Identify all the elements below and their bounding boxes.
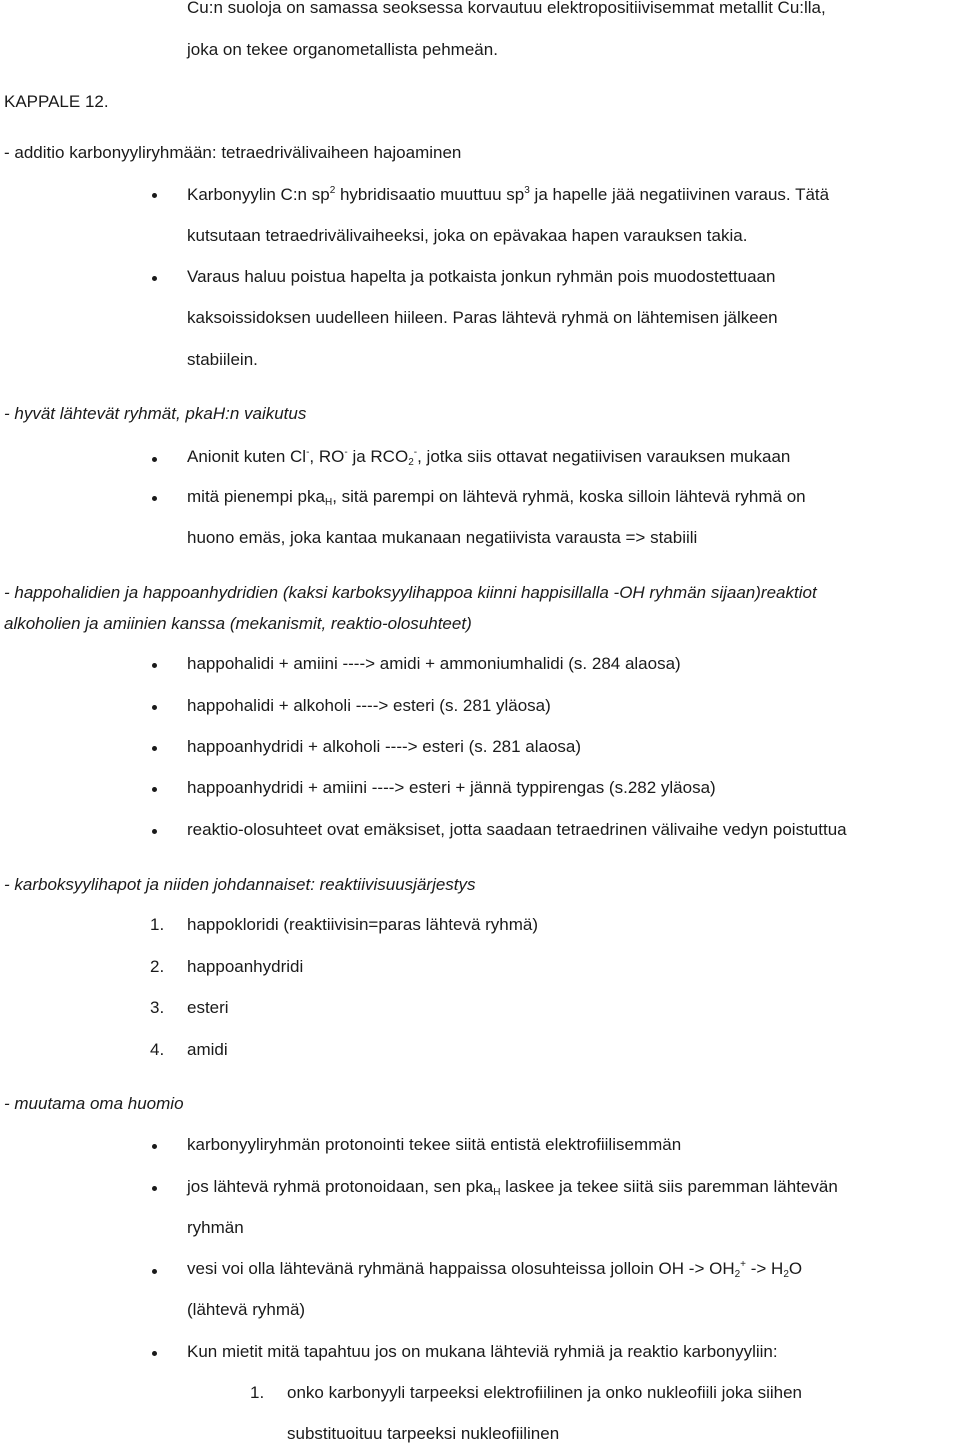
s3-item-2: happohalidi + alkoholi ----> esteri (s. 281 yläosa) xyxy=(187,696,551,715)
list-number: 2. xyxy=(150,957,165,976)
bullet-icon xyxy=(152,787,157,792)
bullet-icon xyxy=(152,705,157,710)
list-number: 1. xyxy=(250,1383,265,1402)
bullet-icon xyxy=(152,1144,157,1149)
s5-bullet-2-line-1: jos lähtevä ryhmä protonoidaan, sen pka$_H$ laskee ja tekee siitä siis paremman lähtevän xyxy=(187,1177,838,1198)
section-heading-addition: - additio karbonyyliryhmään: tetraedrivälivaiheen hajoaminen xyxy=(4,143,462,162)
s3-item-1: happohalidi + amiini ----> amidi + ammoniumhalidi (s. 284 alaosa) xyxy=(187,654,681,673)
list-number: 4. xyxy=(150,1040,165,1059)
bullet-icon xyxy=(152,457,157,462)
intro-line-2: joka on tekee organometallista pehmeän. xyxy=(187,40,498,59)
bullet-icon xyxy=(152,1269,157,1274)
s5-subitem-1-line-1: onko karbonyyli tarpeeksi elektrofiilinen ja onko nukleofiili joka siihen xyxy=(287,1383,803,1402)
section-heading-reactivity-order: - karboksyylihapot ja niiden johdannaiset: reaktiivisuusjärjestys xyxy=(4,875,476,894)
s1-bullet-2-line-3: stabiilein. xyxy=(187,350,258,369)
bullet-icon xyxy=(152,1186,157,1191)
s5-bullet-1: karbonyyliryhmän protonointi tekee siitä entistä elektrofiilisemmän xyxy=(187,1135,682,1154)
bullet-icon xyxy=(152,496,157,501)
bullet-icon xyxy=(152,746,157,751)
section-heading-own-notes: - muutama oma huomio xyxy=(4,1094,184,1113)
bullet-icon xyxy=(152,1351,157,1356)
s1-bullet-1-line-1: Karbonyylin C:n $sp^2$ hybridisaatio muuttuu $sp^3$ ja hapelle jää negatiivinen varaus. Tätä xyxy=(187,185,830,204)
chapter-title: KAPPALE 12. xyxy=(4,92,109,111)
section-heading-reactions-line-1: - happohalidien ja happoanhydridien (kaksi karboksyylihappoa kiinni happisillalla -OH ryhmän sijaan)reaktiot xyxy=(4,583,817,602)
reactivity-item-2: happoanhydridi xyxy=(187,957,304,976)
s2-bullet-2-line-2: huono emäs, joka kantaa mukanaan negatiivista varausta => stabiili xyxy=(187,528,698,547)
bullet-icon xyxy=(152,276,157,281)
intro-line-1: Cu:n suoloja on samassa seoksessa korvautuu elektropositiivisemmat metallit Cu:lla, xyxy=(187,0,826,17)
s5-bullet-4: Kun mietit mitä tapahtuu jos on mukana lähteviä ryhmiä ja reaktio karbonyyliin: xyxy=(187,1342,778,1361)
s2-bullet-1: Anionit kuten Cl-, RO- ja $RCO_2^-$, jotka siis ottavat negatiivisen varauksen mukaan xyxy=(187,447,791,468)
section-heading-reactions-line-2: alkoholien ja amiinien kanssa (mekanismit, reaktio-olosuhteet) xyxy=(4,614,472,633)
s2-bullet-2-line-1: mitä pienempi pka$_H$, sitä parempi on lähtevä ryhmä, koska silloin lähtevä ryhmä on xyxy=(187,487,806,508)
bullet-icon xyxy=(152,829,157,834)
s5-bullet-3-line-1: vesi voi olla lähtevänä ryhmänä happaissa olosuhteissa jolloin OH -> $OH_2^+ -> H_2O$ xyxy=(187,1259,803,1280)
list-number: 3. xyxy=(150,998,165,1017)
section-heading-leaving-groups: - hyvät lähtevät ryhmät, pkaH:n vaikutus xyxy=(4,404,307,423)
s5-bullet-2-line-2: ryhmän xyxy=(187,1218,244,1237)
s1-bullet-2-line-1: Varaus haluu poistua hapelta ja potkaista jonkun ryhmän pois muodostettuaan xyxy=(187,267,776,286)
s5-bullet-3-line-2: (lähtevä ryhmä) xyxy=(187,1300,306,1319)
s3-item-3: happoanhydridi + alkoholi ----> esteri (s. 281 alaosa) xyxy=(187,737,582,756)
s1-bullet-1-line-2: kutsutaan tetraedrivälivaiheeksi, joka on epävakaa hapen varauksen takia. xyxy=(187,226,748,245)
list-number: 1. xyxy=(150,915,165,934)
bullet-icon xyxy=(152,663,157,668)
reactivity-item-1: happokloridi (reaktiivisin=paras lähtevä ryhmä) xyxy=(187,915,539,934)
s3-item-4: happoanhydridi + amiini ----> esteri + jännä typpirengas (s.282 yläosa) xyxy=(187,778,716,797)
reactivity-item-3: esteri xyxy=(187,998,229,1017)
s5-subitem-1-line-2: substituoituu tarpeeksi nukleofiilinen xyxy=(287,1424,560,1443)
reactivity-item-4: amidi xyxy=(187,1040,228,1059)
s3-item-5: reaktio-olosuhteet ovat emäksiset, jotta saadaan tetraedrinen välivaihe vedyn poistuttua xyxy=(187,820,847,839)
s1-bullet-2-line-2: kaksoissidoksen uudelleen hiileen. Paras lähtevä ryhmä on lähtemisen jälkeen xyxy=(187,308,778,327)
bullet-icon xyxy=(152,193,157,198)
